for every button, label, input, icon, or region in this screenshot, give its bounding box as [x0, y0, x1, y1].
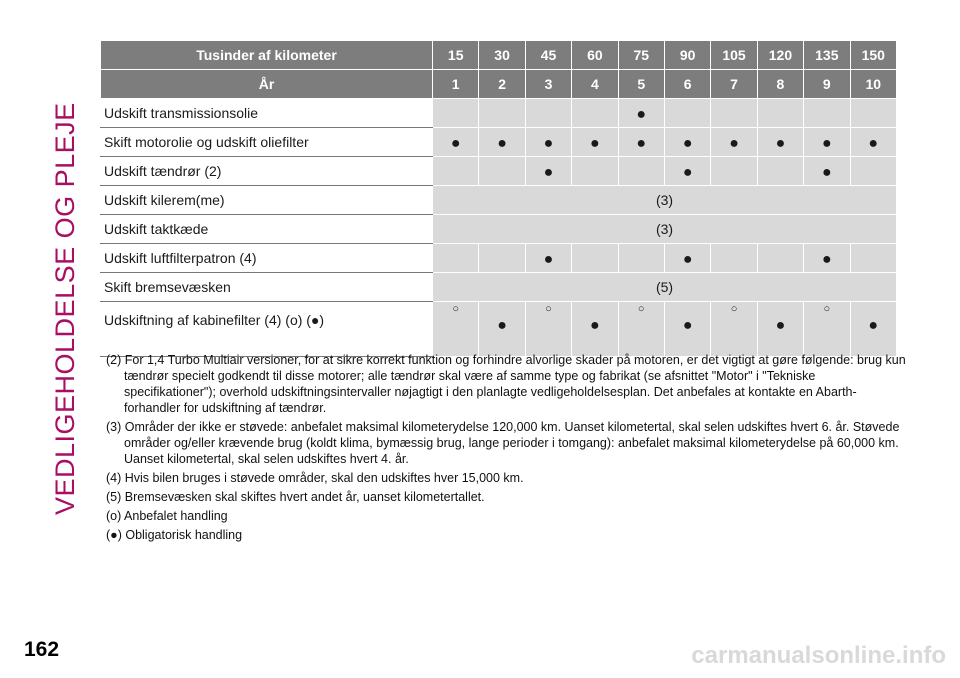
footnote: (2) For 1,4 Turbo Multiair versioner, for at sikre korrekt funktion og forhindre alvorlige skader på motoren, er det vigtigt at gøre følgende: brug kun tændrør specielt godkendt til disse motorer; alle tændrør skal være af samme type og fabrikat (se afsnittet "Motor" i "Tekniske specifikationer"); overhold udskiftningsintervaller nøjagtigt i den planlagte vedligeholdelsesplan. Det anbefales at kontakte en Abarth-forhandler for udskiftning af tændrør. [106, 353, 906, 415]
year-cell: 9 [804, 70, 850, 99]
recommended-circle-icon [618, 302, 664, 357]
empty-cell [618, 157, 664, 186]
row-label: Udskift tændrør (2) [101, 157, 433, 186]
km-cell: 30 [479, 41, 525, 70]
empty-cell [479, 244, 525, 273]
footnote: (5) Bremsevæsken skal skiftes hvert andet år, uanset kilometertallet. [106, 490, 485, 504]
recommended-circle-icon [711, 302, 757, 357]
note-reference-cell: (3) [433, 186, 897, 215]
empty-cell [572, 244, 618, 273]
year-cell: 2 [479, 70, 525, 99]
km-cell: 15 [433, 41, 479, 70]
mandatory-dot-icon: ● [543, 250, 554, 268]
mandatory-dot-icon: ● [450, 134, 461, 152]
recommended-circle-icon: ○ [637, 303, 645, 315]
mandatory-dot-icon: ● [590, 317, 600, 334]
mandatory-dot-icon [804, 244, 850, 273]
header-row-year [101, 70, 897, 99]
mandatory-dot-icon [479, 128, 525, 157]
schedule-row [101, 215, 897, 244]
km-cell: 45 [525, 41, 571, 70]
mandatory-dot-icon [664, 157, 710, 186]
row-label: Udskift taktkæde [101, 215, 433, 244]
empty-cell [525, 99, 571, 128]
mandatory-dot-icon: ● [729, 134, 739, 152]
schedule-row [101, 157, 897, 186]
note-reference-cell: (3) [433, 215, 897, 244]
mandatory-dot-icon: ● [821, 134, 832, 152]
empty-cell [479, 99, 525, 128]
year-cell: 4 [572, 70, 618, 99]
year-cell: 1 [433, 70, 479, 99]
footnotes [106, 352, 906, 546]
km-cell: 135 [804, 41, 850, 70]
note-reference-cell: (5) [433, 273, 897, 302]
mandatory-dot-icon [850, 128, 896, 157]
schedule-row [101, 302, 897, 357]
empty-cell [572, 157, 618, 186]
watermark: carmanualsonline.info [691, 642, 946, 669]
empty-cell [850, 99, 896, 128]
mandatory-dot-icon: ● [868, 317, 879, 334]
km-cell: 90 [664, 41, 710, 70]
recommended-circle-icon [433, 302, 479, 357]
mandatory-dot-icon: ● [682, 250, 693, 268]
mandatory-dot-icon: ● [682, 134, 693, 152]
year-header-label: År [101, 70, 433, 99]
schedule-row [101, 99, 897, 128]
schedule-row [101, 186, 897, 215]
km-cell: 120 [757, 41, 803, 70]
row-label: Udskift luftfilterpatron (4) [101, 244, 433, 273]
year-cell: 10 [850, 70, 896, 99]
mandatory-dot-icon [664, 128, 710, 157]
mandatory-dot-icon [664, 244, 710, 273]
schedule-row [101, 273, 897, 302]
row-label: Udskift transmissionsolie [101, 99, 433, 128]
mandatory-dot-icon: ● [682, 317, 693, 334]
row-label: Udskift kilerem(me) [101, 186, 433, 215]
empty-cell [664, 99, 710, 128]
mandatory-dot-icon: ● [590, 134, 600, 152]
empty-cell [757, 157, 803, 186]
row-label: Skift bremsevæsken [101, 273, 433, 302]
empty-cell [433, 244, 479, 273]
year-cell: 8 [757, 70, 803, 99]
mandatory-dot-icon [572, 302, 618, 357]
maintenance-schedule-table [100, 40, 897, 357]
mandatory-dot-icon [711, 128, 757, 157]
km-cell: 75 [618, 41, 664, 70]
mandatory-dot-icon [804, 128, 850, 157]
mandatory-dot-icon: ● [775, 317, 786, 334]
recommended-circle-icon: ○ [730, 303, 738, 315]
mandatory-dot-icon [525, 157, 571, 186]
schedule-row [101, 244, 897, 273]
recommended-circle-icon: ○ [452, 303, 460, 315]
mandatory-dot-icon: ● [636, 105, 647, 123]
km-header-label: Tusinder af kilometer [101, 41, 433, 70]
km-cell: 150 [850, 41, 896, 70]
mandatory-dot-icon: ● [775, 134, 786, 152]
year-cell: 5 [618, 70, 664, 99]
empty-cell [711, 157, 757, 186]
mandatory-dot-icon [433, 128, 479, 157]
empty-cell [757, 244, 803, 273]
mandatory-dot-icon [479, 302, 525, 357]
recommended-circle-icon [525, 302, 571, 357]
mandatory-dot-icon: ● [543, 163, 554, 181]
empty-cell [711, 244, 757, 273]
row-label: Udskiftning af kabinefilter (4) (o) (●) [101, 302, 433, 357]
mandatory-dot-icon: ● [682, 163, 693, 181]
recommended-circle-icon: ○ [823, 303, 831, 315]
empty-cell [572, 99, 618, 128]
schedule-row [101, 128, 897, 157]
page-number: 162 [24, 638, 60, 661]
footnote: (3) Områder der ikke er støvede: anbefalet maksimal kilometerydelse 120,000 km. Uanset kilometertal, skal selen udskiftes hvert 6. år. Støvede områder og/eller krævende brug (koldt klima, bymæssig brug, lange perioder i tomgang): anbefalet maksimal kilometerydelse på 60,000 km. Uanset kilometertal, skal selen udskiftes hvert 4. år. [106, 420, 900, 466]
mandatory-dot-icon: ● [543, 134, 554, 152]
year-cell: 7 [711, 70, 757, 99]
mandatory-dot-icon: ● [821, 163, 832, 181]
mandatory-dot-icon [525, 128, 571, 157]
mandatory-dot-icon [757, 302, 803, 357]
empty-cell [804, 99, 850, 128]
year-cell: 6 [664, 70, 710, 99]
mandatory-dot-icon [850, 302, 896, 357]
mandatory-dot-icon [664, 302, 710, 357]
km-cell: 60 [572, 41, 618, 70]
footnote: (●) Obligatorisk handling [106, 528, 243, 542]
header-row-km [101, 41, 897, 70]
recommended-circle-icon [804, 302, 850, 357]
mandatory-dot-icon: ● [868, 134, 879, 152]
empty-cell [711, 99, 757, 128]
mandatory-dot-icon [757, 128, 803, 157]
mandatory-dot-icon: ● [821, 250, 832, 268]
empty-cell [433, 157, 479, 186]
mandatory-dot-icon: ● [497, 134, 507, 152]
recommended-circle-icon: ○ [545, 303, 552, 315]
mandatory-dot-icon [572, 128, 618, 157]
km-cell: 105 [711, 41, 757, 70]
mandatory-dot-icon [618, 99, 664, 128]
empty-cell [757, 99, 803, 128]
empty-cell [479, 157, 525, 186]
mandatory-dot-icon [618, 128, 664, 157]
mandatory-dot-icon [804, 157, 850, 186]
year-cell: 3 [525, 70, 571, 99]
empty-cell [433, 99, 479, 128]
mandatory-dot-icon [525, 244, 571, 273]
mandatory-dot-icon: ● [497, 317, 507, 334]
footnote: (o) Anbefalet handling [106, 509, 228, 523]
empty-cell [618, 244, 664, 273]
empty-cell [850, 157, 896, 186]
row-label: Skift motorolie og udskift oliefilter [101, 128, 433, 157]
empty-cell [850, 244, 896, 273]
mandatory-dot-icon: ● [636, 134, 647, 152]
footnote: (4) Hvis bilen bruges i støvede områder, skal den udskiftes hver 15,000 km. [106, 471, 524, 485]
